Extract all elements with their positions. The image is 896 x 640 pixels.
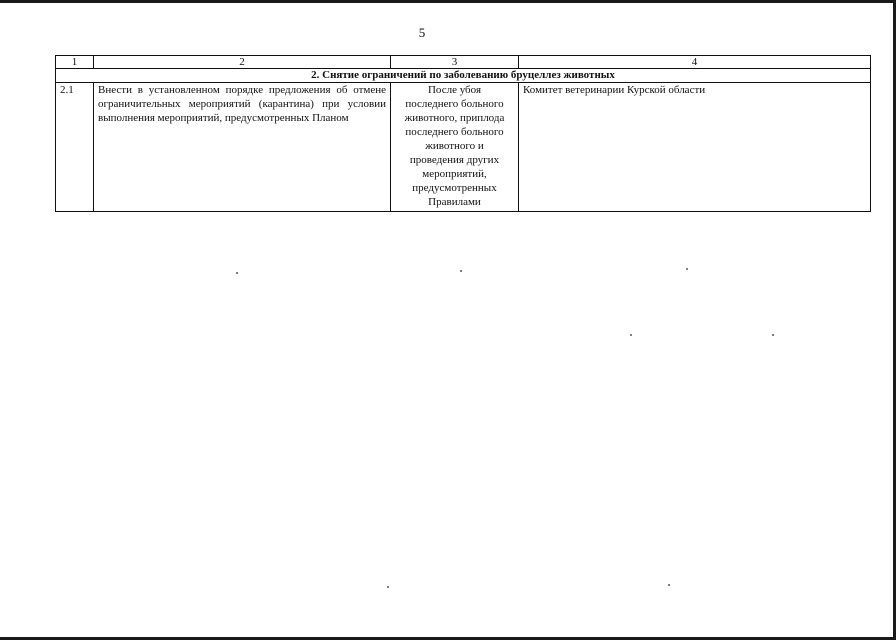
term-line: Правилами	[428, 196, 481, 208]
term-line: проведения других	[409, 154, 500, 166]
scan-speck	[668, 584, 670, 586]
scan-speck	[772, 334, 774, 336]
row-action: Внести в установленном порядке предложения об отмене ограничительных мероприятий (карантина) при условии выполнения мероприятий, предусмотренных Планом	[94, 83, 391, 212]
section-title: 2. Снятие ограничений по заболеванию бруцеллез животных	[56, 69, 871, 83]
term-line: последнего больного	[405, 126, 504, 138]
table-row	[56, 83, 871, 212]
term-line: животного и	[425, 140, 484, 152]
scan-speck	[460, 270, 462, 272]
scan-speck	[236, 272, 238, 274]
scan-speck	[686, 268, 688, 270]
row-number: 2.1	[56, 83, 94, 212]
scan-speck	[630, 334, 632, 336]
scan-border-top	[0, 0, 896, 3]
column-number-2: 2	[94, 56, 391, 69]
row-term	[391, 83, 519, 212]
page-number: 5	[418, 25, 426, 40]
measures-table	[55, 55, 871, 212]
column-number-3: 3	[391, 56, 519, 69]
term-line: предусмотренных	[412, 182, 497, 194]
column-number-row	[56, 56, 871, 69]
column-number-4: 4	[519, 56, 871, 69]
term-line: мероприятий,	[422, 168, 487, 180]
term-line: животного, приплода	[404, 112, 505, 124]
term-line: После убоя	[427, 84, 482, 96]
row-responsible: Комитет ветеринарии Курской области	[519, 83, 871, 212]
term-line: последнего больного	[405, 98, 504, 110]
scan-speck	[387, 586, 389, 588]
section-row	[56, 69, 871, 83]
column-number-1: 1	[56, 56, 94, 69]
